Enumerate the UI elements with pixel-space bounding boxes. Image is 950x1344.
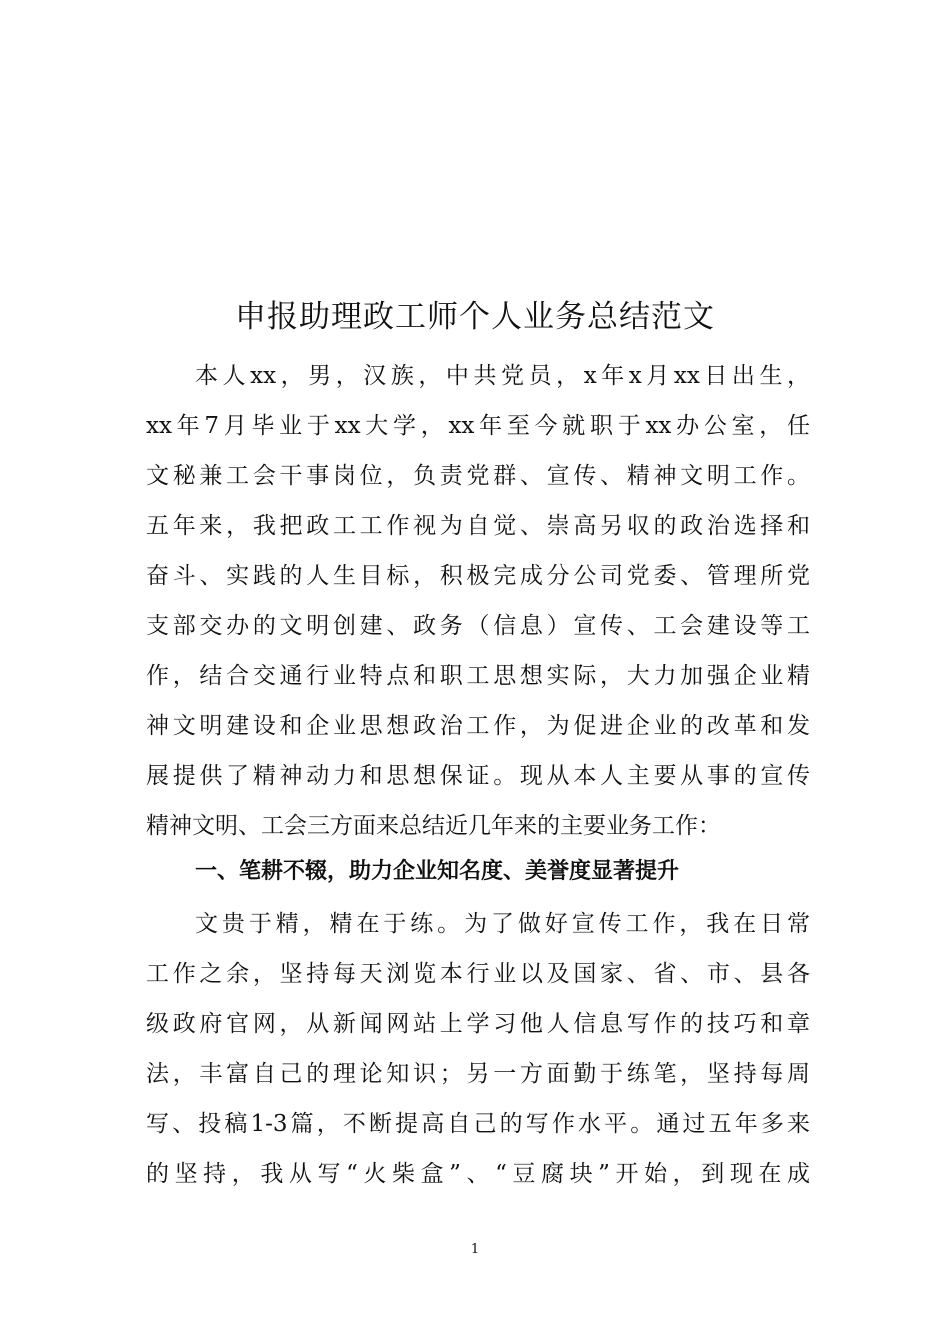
paragraph-line: 级政府官网，从新闻网站上学习他人信息写作的技巧和章 xyxy=(146,1011,810,1037)
paragraph-line: 本人xx，男，汉族，中共党员，x年x月xx日出生， xyxy=(195,363,810,389)
paragraph-line: 作，结合交通行业特点和职工思想实际，大力加强企业精 xyxy=(146,663,810,689)
paragraph-line: 奋斗、实践的人生目标，积极完成分公司党委、管理所党 xyxy=(146,563,810,589)
paragraph-line: 的坚持，我从写“火柴盒”、“豆腐块”开始，到现在成 xyxy=(146,1161,810,1187)
paragraph-line: 工作之余，坚持每天浏览本行业以及国家、省、市、县各 xyxy=(146,961,810,987)
paragraph-line: 展提供了精神动力和思想保证。现从本人主要从事的宣传 xyxy=(146,763,810,789)
paragraph-line: 五年来，我把政工工作视为自觉、崇高另収的政治选择和 xyxy=(146,513,810,539)
section-heading: 一、笔耕不辍，助力企业知名度、美誉度显著提升 xyxy=(195,859,680,884)
paragraph-line: 支部交办的文明创建、政务（信息）宣传、工会建设等工 xyxy=(146,613,810,639)
paragraph-line: 法，丰富自己的理论知识；另一方面勤于练笔，坚持每周 xyxy=(146,1061,810,1087)
page-number: 1 xyxy=(470,1242,480,1257)
paragraph-line: 神文明建设和企业思想政治工作，为促进企业的改革和发 xyxy=(146,713,810,739)
paragraph-line: 精神文明、工会三方面来总结近几年来的主要业务工作： xyxy=(146,813,721,839)
document-title: 申报助理政工师个人业务总结范文 xyxy=(235,299,715,335)
paragraph-line: 写、投稿1-3篇，不断提高自己的写作水平。通过五年多来 xyxy=(146,1111,810,1137)
paragraph-line: 文贵于精，精在于练。为了做好宣传工作，我在日常 xyxy=(195,911,810,937)
paragraph-line: xx年7月毕业于xx大学，xx年至今就职于xx办公室，任 xyxy=(146,413,810,439)
paragraph-line: 文秘兼工会干事岗位，负责党群、宣传、精神文明工作。 xyxy=(146,463,810,489)
